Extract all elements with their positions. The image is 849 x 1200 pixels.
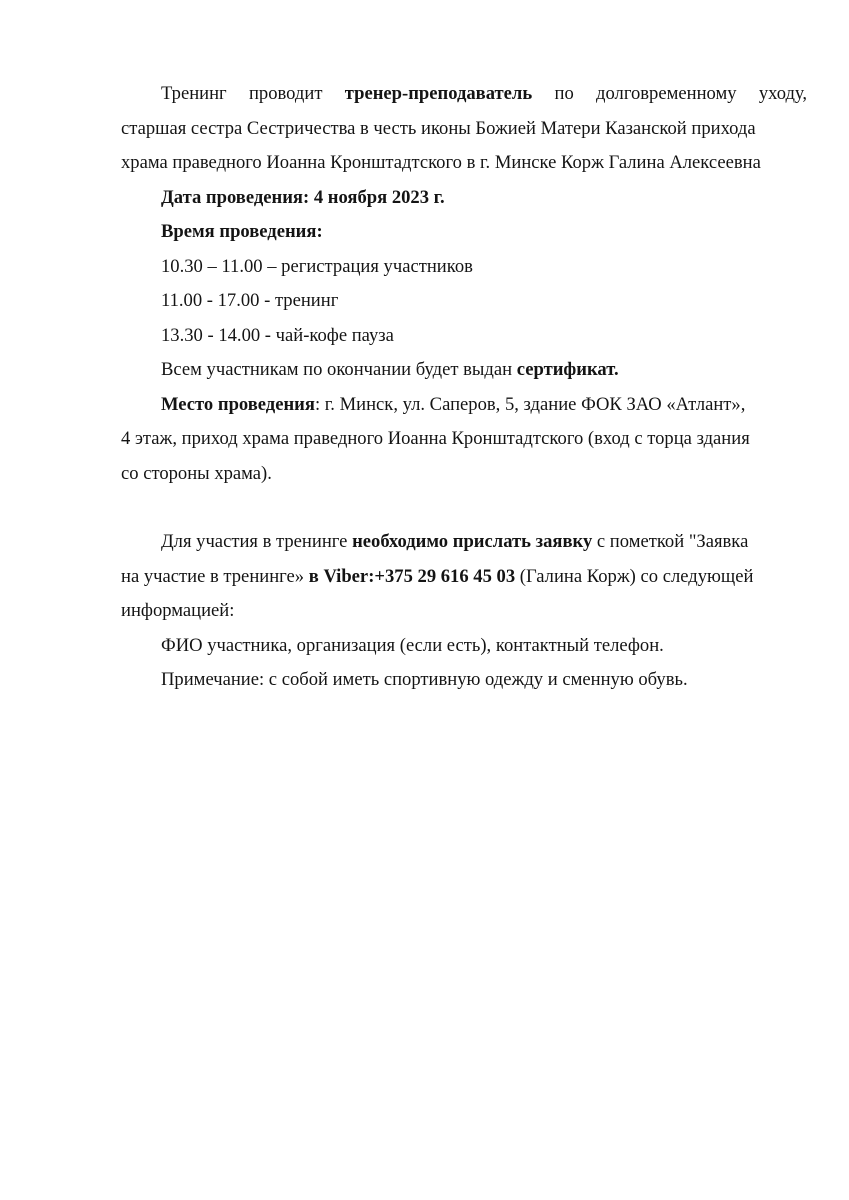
application-line-3: информацией:	[121, 600, 235, 621]
required-fields: ФИО участника, организация (если есть), контактный телефон.	[161, 634, 664, 656]
place-label: Место проведения	[161, 393, 315, 415]
application-paragraph	[121, 525, 807, 629]
schedule-item: 13.30 - 14.00 - чай-кофе пауза	[161, 324, 394, 346]
note: Примечание: с собой иметь спортивную одежду и сменную обувь.	[161, 669, 688, 690]
application-text: на участие в тренинге»	[121, 565, 309, 587]
paragraph-spacer	[121, 491, 807, 525]
place-paragraph	[121, 388, 807, 492]
schedule-item: 11.00 - 17.00 - тренинг	[161, 290, 339, 311]
event-time-label: Время проведения:	[161, 221, 323, 242]
application-line-1	[121, 525, 807, 560]
event-time-heading	[121, 215, 807, 250]
intro-text: Тренинг проводит	[161, 83, 345, 104]
event-date	[121, 181, 807, 216]
application-text: Для участия в тренинге	[161, 531, 353, 552]
place-text: : г. Минск, ул. Саперов, 5, здание ФОК ЗАО «Атлант»,	[314, 393, 746, 415]
viber-contact: в Viber:+375 29 616 45 03	[308, 565, 516, 587]
intro-line-3: храма праведного Иоанна Кронштадтского в г. Минске Корж Галина Алексеевна	[121, 152, 761, 173]
place-line-1	[121, 388, 807, 423]
intro-line-2: старшая сестра Сестричества в честь иконы Божией Матери Казанской прихода	[121, 117, 756, 139]
event-date-label: Дата проведения: 4 ноября 2023 г.	[161, 186, 445, 208]
intro-paragraph	[121, 77, 807, 181]
intro-text: по долговременному уходу,	[532, 83, 808, 104]
certificate-text: Всем участникам по окончании будет выдан	[161, 359, 517, 380]
application-text: с пометкой "Заявка	[592, 531, 749, 552]
certificate-note	[121, 353, 807, 388]
intro-line-1	[121, 77, 807, 112]
certificate-word: сертификат.	[516, 359, 619, 380]
schedule-item: 10.30 – 11.00 – регистрация участников	[161, 255, 473, 277]
place-line-3: со стороны храма).	[121, 462, 272, 484]
trainer-title: тренер-преподаватель	[344, 83, 533, 104]
application-text: (Галина Корж) со следующей	[515, 565, 754, 587]
document-page	[121, 77, 807, 698]
application-required: необходимо прислать заявку	[352, 531, 593, 552]
application-line-2	[121, 560, 807, 595]
place-line-2: 4 этаж, приход храма праведного Иоанна Кронштадтского (вход с торца здания	[121, 428, 750, 449]
